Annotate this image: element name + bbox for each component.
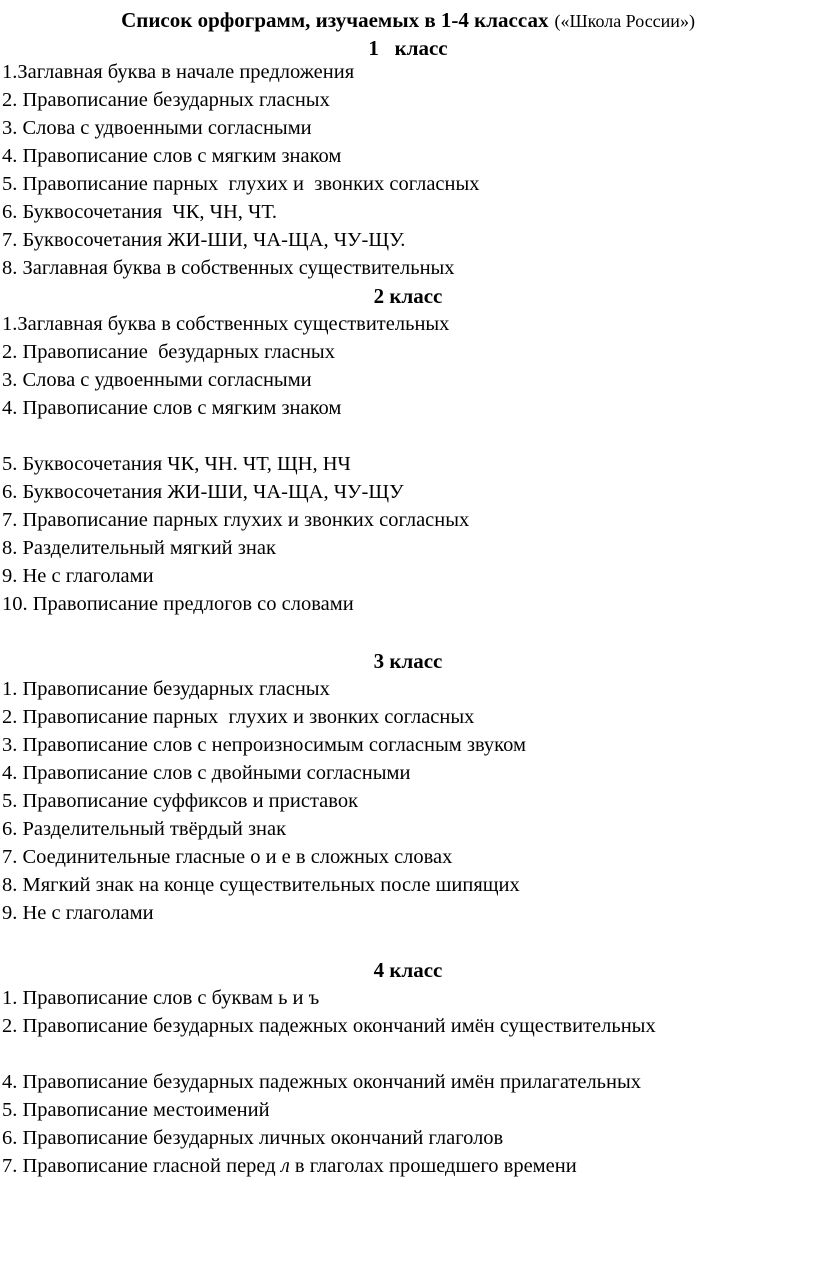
grade-3-item: 9. Не с глаголами [2, 902, 154, 924]
grade-1-item: 4. Правописание слов с мягким знаком [2, 145, 342, 167]
grade-3-item: 5. Правописание суффиксов и приставок [2, 790, 359, 812]
grade-4-item-italic-letter: л [280, 1155, 290, 1177]
grade-3-item: 1. Правописание безударных гласных [2, 678, 330, 700]
grade-4-item [2, 1152, 577, 1180]
grade-3-item: 8. Мягкий знак на конце существительных после шипящих [2, 874, 520, 896]
grade-2-item: 2. Правописание безударных гласных [2, 341, 335, 363]
grade-4-item: 4. Правописание безударных падежных окончаний имён прилагательных [2, 1071, 642, 1093]
grade-4-heading: 4 класс [373, 958, 443, 982]
grade-2-item: 10. Правописание предлогов со словами [2, 593, 354, 615]
grade-4-item-text-before: 7. Правописание гласной перед [2, 1155, 281, 1177]
grade-3-item: 2. Правописание парных глухих и звонких согласных [2, 706, 475, 728]
grade-1-item: 7. Буквосочетания ЖИ-ШИ, ЧА-ЩА, ЧУ-ЩУ. [2, 229, 406, 251]
grade-2-item: 9. Не с глаголами [2, 565, 154, 587]
grade-4-item: 2. Правописание безударных падежных окончаний имён существительных [2, 1015, 656, 1037]
grade-2-heading: 2 класс [373, 284, 443, 308]
title-subtitle: («Школа России») [554, 11, 695, 31]
grade-4-item-text-after: в глаголах прошедшего времени [289, 1155, 577, 1177]
document-title [0, 6, 816, 37]
grade-1-item: 1.Заглавная буква в начале предложения [2, 61, 355, 83]
grade-3-item: 7. Соединительные гласные о и е в сложных словах [2, 846, 453, 868]
grade-4-item: 1. Правописание слов с буквам ь и ъ [2, 987, 320, 1009]
grade-1-heading: 1 класс [368, 36, 448, 60]
grade-2-item: 7. Правописание парных глухих и звонких согласных [2, 509, 470, 531]
title-main: Список орфограмм, изучаемых в 1-4 классах [121, 8, 549, 32]
grade-2-item: 5. Буквосочетания ЧК, ЧН. ЧТ, ЩН, НЧ [2, 453, 351, 475]
grade-3-item: 6. Разделительный твёрдый знак [2, 818, 287, 840]
grade-3-heading: 3 класс [373, 649, 443, 673]
grade-2-item: 1.Заглавная буква в собственных существительных [2, 313, 450, 335]
grade-3-item: 3. Правописание слов с непроизносимым согласным звуком [2, 734, 526, 756]
grade-1-item: 2. Правописание безударных гласных [2, 89, 330, 111]
grade-2-item: 4. Правописание слов с мягким знаком [2, 397, 342, 419]
grade-1-item: 3. Слова с удвоенными согласными [2, 117, 312, 139]
grade-1-item: 8. Заглавная буква в собственных существительных [2, 257, 455, 279]
grade-2-item: 8. Разделительный мягкий знак [2, 537, 276, 559]
grade-4-item: 6. Правописание безударных личных окончаний глаголов [2, 1127, 504, 1149]
grade-3-item: 4. Правописание слов с двойными согласными [2, 762, 411, 784]
grade-2-item: 3. Слова с удвоенными согласными [2, 369, 312, 391]
grade-4-item: 5. Правописание местоимений [2, 1099, 270, 1121]
grade-1-item: 5. Правописание парных глухих и звонких согласных [2, 173, 480, 195]
grade-1-item: 6. Буквосочетания ЧК, ЧН, ЧТ. [2, 201, 277, 223]
grade-2-item: 6. Буквосочетания ЖИ-ШИ, ЧА-ЩА, ЧУ-ЩУ [2, 481, 404, 503]
